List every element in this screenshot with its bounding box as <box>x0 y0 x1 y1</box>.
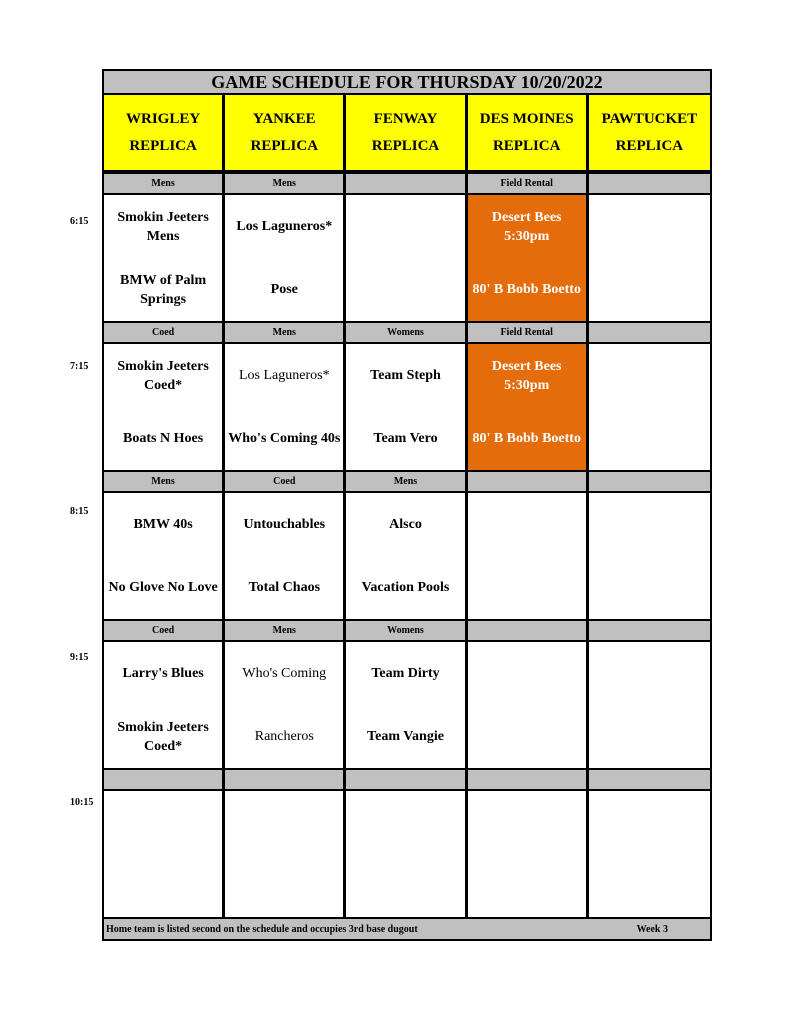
game-cell <box>225 344 346 470</box>
home-team: Team Vangie <box>367 729 444 744</box>
division-label <box>468 621 589 640</box>
division-label: Coed <box>104 621 225 640</box>
time-label: 10:15 <box>70 797 94 808</box>
home-team: No Glove No Love <box>108 580 218 595</box>
schedule-title: GAME SCHEDULE FOR THURSDAY 10/20/2022 <box>102 69 712 95</box>
time-label: 7:15 <box>70 361 89 372</box>
time-label: 8:15 <box>70 506 89 517</box>
home-team: Smokin Jeeters Coed* <box>117 719 209 754</box>
home-team <box>589 705 710 768</box>
division-label: Mens <box>225 174 346 193</box>
division-label <box>346 174 467 193</box>
home-team <box>346 854 464 917</box>
division-label <box>589 323 710 342</box>
division-label <box>589 770 710 789</box>
home-team <box>589 556 710 619</box>
game-cell <box>589 642 710 768</box>
home-team: BMW of Palm Springs <box>120 272 207 307</box>
division-label <box>346 770 467 789</box>
home-team: Boats N Hoes <box>123 431 204 446</box>
game-cell <box>346 344 467 470</box>
division-row <box>102 172 712 195</box>
field-name: PAWTUCKET <box>601 110 698 127</box>
division-label: Mens <box>346 472 467 491</box>
away-team: Smokin Jeeters Coed* <box>117 358 209 393</box>
division-row <box>102 470 712 493</box>
away-team <box>225 791 343 854</box>
field-sub: REPLICA <box>371 137 440 154</box>
division-row <box>102 619 712 642</box>
field-name: YANKEE <box>252 110 316 127</box>
game-cell <box>468 791 589 917</box>
division-label: Womens <box>346 621 467 640</box>
game-cell <box>468 493 589 619</box>
home-team: 80' B Bobb Boetto <box>472 431 581 446</box>
home-team: Who's Coming 40s <box>228 431 341 446</box>
slot-row <box>102 493 712 619</box>
away-team <box>589 344 710 407</box>
division-row <box>102 768 712 791</box>
division-label: Coed <box>104 323 225 342</box>
field-sub: REPLICA <box>492 137 561 154</box>
away-team <box>346 791 464 854</box>
away-team: BMW 40s <box>133 517 193 532</box>
away-team: Desert Bees 5:30pm <box>491 209 562 244</box>
game-cell <box>104 344 225 470</box>
division-label <box>589 621 710 640</box>
away-team: Desert Bees 5:30pm <box>491 358 562 393</box>
footer-note: Home team is listed second on the schedule and occupies 3rd base dugout <box>106 923 418 935</box>
division-label <box>589 472 710 491</box>
division-label: Mens <box>225 621 346 640</box>
game-cell <box>104 791 225 917</box>
home-team: Rancheros <box>254 729 314 744</box>
division-label: Womens <box>346 323 467 342</box>
away-team <box>104 791 222 854</box>
game-cell <box>104 195 225 321</box>
away-team: Larry's Blues <box>122 666 204 681</box>
away-team <box>589 642 710 705</box>
home-team <box>468 705 586 768</box>
field-header-yankee <box>225 95 346 170</box>
game-cell <box>589 344 710 470</box>
game-cell <box>225 642 346 768</box>
home-team <box>225 854 343 917</box>
field-sub: REPLICA <box>129 137 197 154</box>
game-cell <box>468 642 589 768</box>
game-cell <box>104 493 225 619</box>
field-header-des-moines <box>468 95 589 170</box>
home-team: Team Vero <box>373 431 438 446</box>
division-label: Mens <box>104 174 225 193</box>
game-cell <box>589 493 710 619</box>
division-label: Field Rental <box>468 323 589 342</box>
game-cell <box>589 791 710 917</box>
away-team <box>468 493 586 556</box>
division-label: Field Rental <box>468 174 589 193</box>
game-cell <box>225 791 346 917</box>
slot-row <box>102 791 712 917</box>
home-team <box>468 556 586 619</box>
slot-row <box>102 195 712 321</box>
division-label: Mens <box>225 323 346 342</box>
field-name: DES MOINES <box>479 110 574 127</box>
division-label <box>104 770 225 789</box>
game-cell <box>589 195 710 321</box>
game-cell <box>104 642 225 768</box>
slot-row <box>102 344 712 470</box>
home-team: 80' B Bobb Boetto <box>472 282 581 297</box>
away-team <box>589 493 710 556</box>
division-label <box>468 770 589 789</box>
game-cell <box>225 493 346 619</box>
away-team: Smokin Jeeters Mens <box>117 209 209 244</box>
away-team <box>468 642 586 705</box>
away-team: Team Dirty <box>371 666 440 681</box>
field-header-pawtucket <box>589 95 710 170</box>
slot-row <box>102 642 712 768</box>
away-team: Los Laguneros* <box>236 219 333 234</box>
game-cell <box>346 642 467 768</box>
field-rental-cell <box>468 195 589 321</box>
game-cell <box>346 493 467 619</box>
home-team: Pose <box>270 282 298 297</box>
field-sub: REPLICA <box>615 137 684 154</box>
away-team: Untouchables <box>243 517 326 532</box>
schedule-sheet <box>102 69 712 941</box>
week-label: Week 3 <box>636 923 668 935</box>
home-team <box>346 258 464 321</box>
away-team: Los Laguneros* <box>238 368 330 383</box>
away-team <box>589 791 710 854</box>
away-team: Team Steph <box>370 368 441 383</box>
schedule-footer <box>102 917 712 941</box>
field-name: WRIGLEY <box>126 110 201 127</box>
away-team: Alsco <box>389 517 422 532</box>
home-team: Vacation Pools <box>361 580 450 595</box>
division-label <box>589 174 710 193</box>
home-team <box>104 854 222 917</box>
field-sub: REPLICA <box>250 137 319 154</box>
field-header-fenway <box>346 95 467 170</box>
division-label: Mens <box>104 472 225 491</box>
home-team <box>589 407 710 470</box>
field-header-row <box>102 95 712 172</box>
division-label <box>468 472 589 491</box>
time-label: 9:15 <box>70 652 89 663</box>
division-label: Coed <box>225 472 346 491</box>
home-team <box>589 854 710 917</box>
time-label: 6:15 <box>70 216 89 227</box>
away-team: Who's Coming <box>242 666 327 681</box>
field-rental-cell <box>468 344 589 470</box>
home-team <box>468 854 586 917</box>
home-team: Total Chaos <box>248 580 321 595</box>
game-cell <box>346 791 467 917</box>
away-team <box>589 195 710 258</box>
division-label <box>225 770 346 789</box>
division-row <box>102 321 712 344</box>
away-team <box>468 791 586 854</box>
home-team <box>589 258 710 321</box>
away-team <box>346 195 464 258</box>
field-header-wrigley <box>104 95 225 170</box>
field-name: FENWAY <box>373 110 438 127</box>
game-cell <box>346 195 467 321</box>
game-cell <box>225 195 346 321</box>
